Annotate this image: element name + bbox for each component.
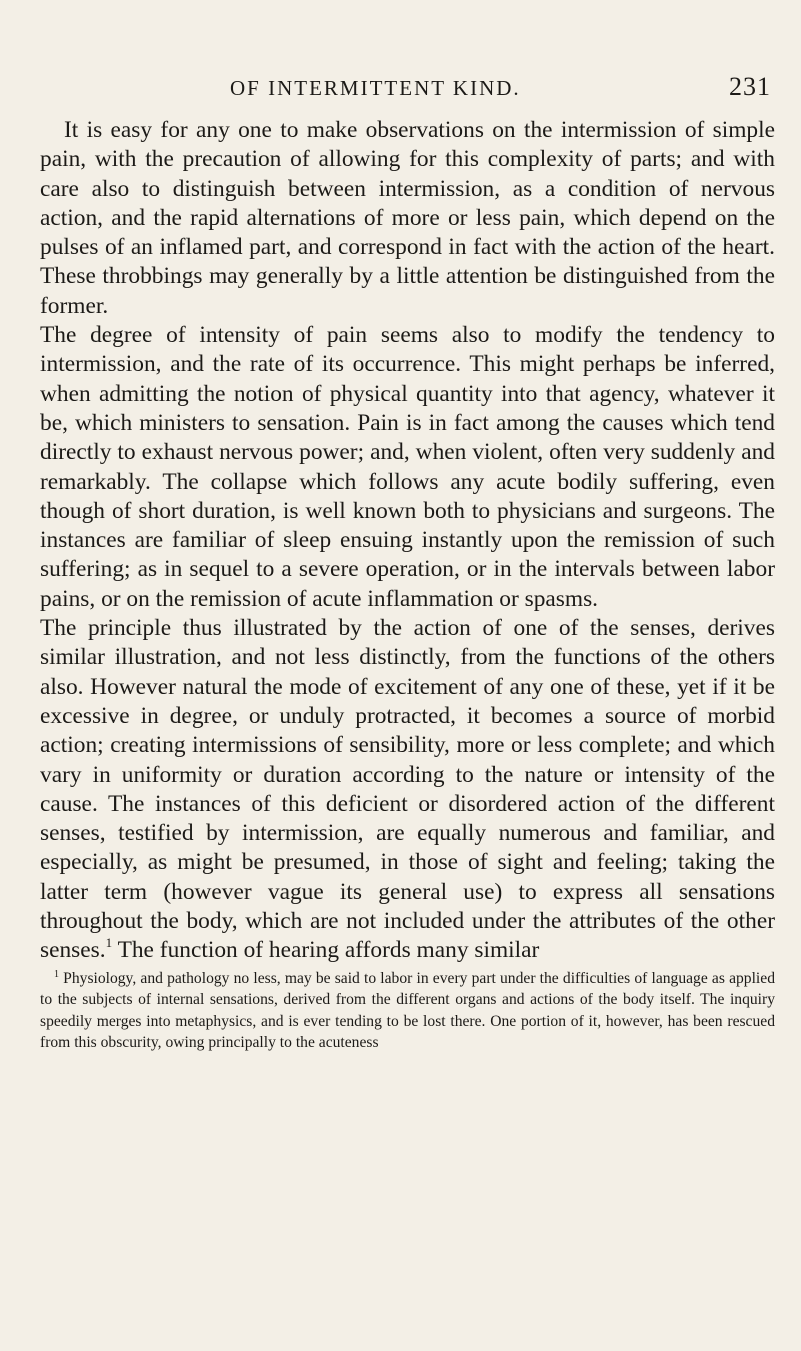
footnote-marker: 1 [54, 968, 59, 980]
running-title: OF INTERMITTENT KIND. [230, 76, 521, 100]
paragraph: The degree of intensity of pain seems also to modify the tendency to intermission, and the rate of its occurrence. This might perhaps be inferred, when admitting the notion of physical quantity into that agency, whatever it be, which ministers to sensation. Pain is in fact among the causes which tend directly to exhaust nervous power; and, when violent, often very suddenly and remarkably. The collapse which follows any acute bodily suffering, even though of short duration, is well known both to physicians and surgeons. The instances are familiar of sleep ensuing instantly upon the remission of such suffering; as in sequel to a severe operation, or in the intervals between labor pains, or on the remission of acute inflammation or spasms. [40, 322, 775, 612]
paragraph [40, 614, 775, 966]
footnote-text: Physiology, and pathology no less, may be said to labor in every part under the difficulties of language as applied to the subjects of internal sensations, derived from the different organs and actions of the body itself. The inquiry speedily merges into metaphysics, and is ever tending to be lost there. One portion of it, however, has been rescued from this obscurity, owing principally to the acuteness [40, 969, 775, 1052]
page-number: 231 [729, 72, 771, 101]
body-text [40, 116, 775, 966]
book-page [40, 72, 775, 1054]
paragraph-tail: The function of hearing affords many similar [117, 937, 540, 964]
footnote-reference: 1 [105, 935, 113, 951]
paragraph-text: The principle thus illustrated by the action of one of the senses, derives similar illustration, and not less distinctly, from the functions of the others also. However natural the mode of excitement of any one of these, yet if it be excessive in degree, or unduly protracted, it becomes a source of morbid action; creating intermissions of sensibility, more or less complete; and which vary in uniformity or duration according to the nature or intensity of the cause. The instances of this deficient or disordered action of the different senses, testified by intermission, are equally numerous and familiar, and especially, as might be presumed, in those of sight and feeling; taking the latter term (however vague its general use) to express all sensations throughout the body, which are not included under the attributes of the other senses. [40, 615, 775, 964]
page-header [40, 72, 775, 116]
footnote [40, 968, 775, 1054]
paragraph: It is easy for any one to make observations on the intermission of simple pain, with the precaution of allowing for this complexity of parts; and with care also to distinguish between intermission, as a condition of nervous action, and the rapid alternations of more or less pain, which depend on the pulses of an inflamed part, and correspond in fact with the action of the heart. These throbbings may generally by a little attention be distinguished from the former. [40, 117, 775, 319]
